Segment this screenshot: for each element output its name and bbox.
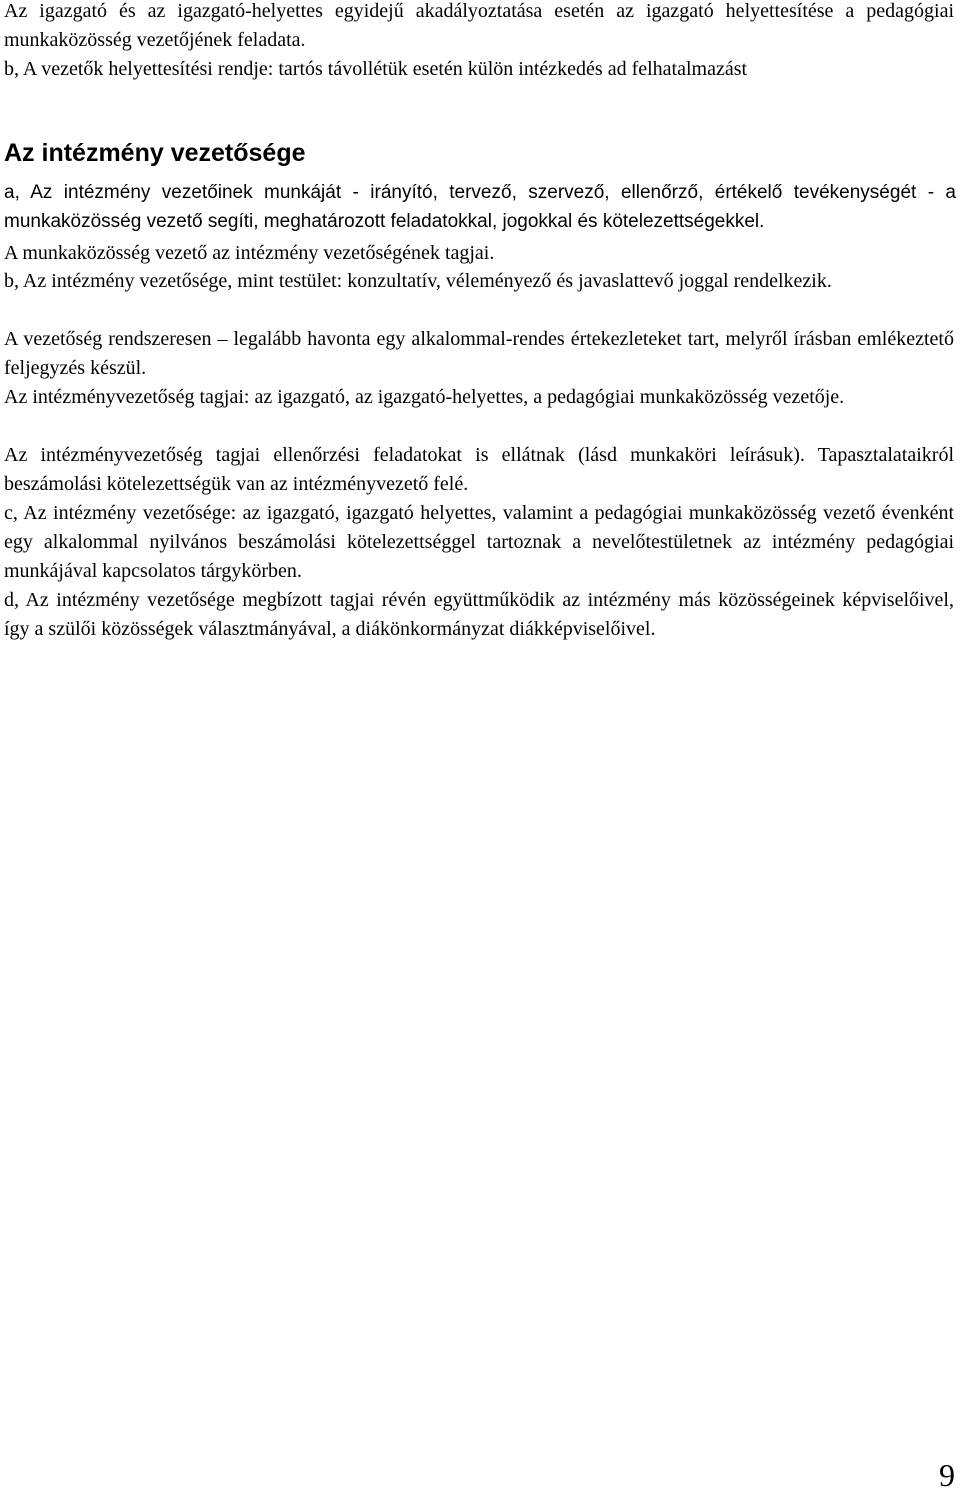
paragraph-a-members: A munkaközösség vezető az intézmény vezetőségének tagjai. — [4, 242, 495, 264]
paragraph-d: d, Az intézmény vezetősége megbízott tagjai révén együttműködik az intézmény más közösségeinek képviselőivel, így a szülői közösségek választmányával, a diákönkormányzat diákképviselőivel. — [4, 589, 954, 640]
paragraph-control: Az intézményvezetőség tagjai ellenőrzési feladatokat is ellátnak (lásd munkaköri leírásuk). Tapasztalataikról beszámolási kötelezettségük van az intézményvezető felé. — [4, 444, 954, 495]
paragraph-a: a, Az intézmény vezetőinek munkáját - irányító, tervező, szervező, ellenőrző, értékelő tevékenységét - a munkaközösség vezető segíti, meghatározott feladatokkal, jogokkal és kötelezettségekkel. — [4, 182, 956, 232]
section-heading: Az intézmény vezetősége — [4, 139, 306, 167]
paragraph-members: Az intézményvezetőség tagjai: az igazgató, az igazgató-helyettes, a pedagógiai munkaközösség vezetője. — [4, 386, 845, 408]
substitution-paragraph: b, A vezetők helyettesítési rendje: tartós távollétük esetén külön intézkedés ad felhatalmazást — [4, 58, 748, 80]
intro-paragraph: Az igazgató és az igazgató-helyettes egyidejű akadályoztatása esetén az igazgató helyettesítése a pedagógiai munkaközösség vezetőjének feladata. — [4, 0, 954, 51]
paragraph-meetings: A vezetőség rendszeresen – legalább havonta egy alkalommal-rendes értekezleteket tart, melyről írásban emlékeztető feljegyzés készül. — [4, 328, 954, 379]
paragraph-b: b, Az intézmény vezetősége, mint testület: konzultatív, véleményező és javaslattevő joggal rendelkezik. — [4, 270, 832, 292]
page-number: 9 — [939, 1457, 955, 1493]
paragraph-c: c, Az intézmény vezetősége: az igazgató, igazgató helyettes, valamint a pedagógiai munkaközösség vezető évenként egy alkalommal nyilvános beszámolási kötelezettséggel tartoznak a nevelőtestületnek az intézmény pedagógiai munkájával kapcsolatos tárgykörben. — [4, 502, 954, 582]
